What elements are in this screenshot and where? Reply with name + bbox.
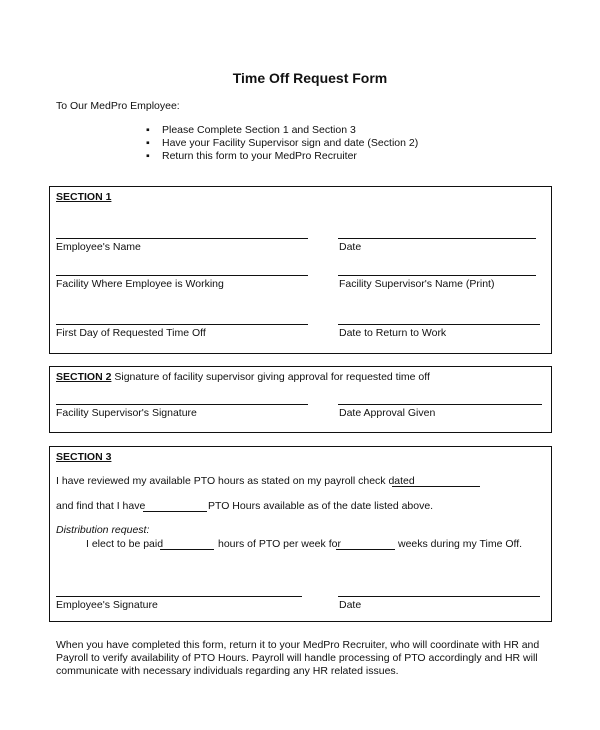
section-1-date-label: Date: [339, 241, 362, 253]
employee-name-field[interactable]: [56, 238, 308, 239]
section-2-header: [56, 371, 430, 383]
supervisor-signature-label: Facility Supervisor's Signature: [56, 407, 197, 419]
payroll-check-date-field[interactable]: [392, 486, 480, 487]
section-1-heading: SECTION 1: [56, 191, 112, 203]
available-hours-suffix: PTO Hours available as of the date listed above.: [208, 500, 434, 512]
instructions-list: [146, 124, 418, 163]
employee-signature-field[interactable]: [56, 596, 302, 597]
instruction-item: ▪ Please Complete Section 1 and Section 3: [146, 124, 356, 136]
approval-date-label: Date Approval Given: [339, 407, 436, 419]
bullet-icon: ▪: [146, 124, 150, 136]
footer-note: When you have completed this form, return it to your MedPro Recruiter, who will coordinate with HR and Payroll to verify availability of PTO Hours. Payroll will handle processing of PTO accordingly and HR will communicate with necessary individuals regarding any HR related issues.: [56, 639, 540, 677]
supervisor-name-field[interactable]: [338, 275, 536, 276]
instruction-item: ▪ Have your Facility Supervisor sign and date (Section 2): [146, 137, 419, 149]
supervisor-signature-field[interactable]: [56, 404, 308, 405]
section-2-heading: SECTION 2: [56, 371, 112, 383]
instruction-item: ▪ Return this form to your MedPro Recruiter: [146, 150, 357, 162]
section-3-date-field[interactable]: [338, 596, 540, 597]
elect-suffix: weeks during my Time Off.: [398, 538, 523, 550]
employee-name-label: Employee's Name: [56, 241, 141, 253]
section-3-date-label: Date: [339, 599, 362, 611]
weeks-field[interactable]: [336, 549, 395, 550]
section-2-description: Signature of facility supervisor giving approval for requested time off: [114, 371, 430, 383]
first-day-label: First Day of Requested Time Off: [56, 327, 206, 339]
greeting: To Our MedPro Employee:: [56, 100, 180, 112]
distribution-label: Distribution request:: [56, 524, 150, 536]
approval-date-field[interactable]: [338, 404, 542, 405]
available-hours-field[interactable]: [143, 511, 207, 512]
hours-per-week-field[interactable]: [160, 549, 214, 550]
facility-field[interactable]: [56, 275, 308, 276]
bullet-icon: ▪: [146, 150, 150, 162]
bullet-icon: ▪: [146, 137, 150, 149]
first-day-field[interactable]: [56, 324, 308, 325]
elect-middle: hours of PTO per week for: [218, 538, 341, 550]
section-1-date-field[interactable]: [338, 238, 536, 239]
available-hours-prefix: and find that I have: [56, 500, 146, 512]
facility-label: Facility Where Employee is Working: [56, 278, 224, 290]
supervisor-name-label: Facility Supervisor's Name (Print): [339, 278, 495, 290]
elect-prefix: I elect to be paid: [86, 538, 164, 550]
pto-review-text: I have reviewed my available PTO hours as stated on my payroll check dated: [56, 475, 415, 487]
employee-signature-label: Employee's Signature: [56, 599, 158, 611]
return-date-field[interactable]: [338, 324, 540, 325]
section-3-heading: SECTION 3: [56, 451, 112, 463]
page-title: Time Off Request Form: [232, 70, 388, 86]
return-date-label: Date to Return to Work: [339, 327, 447, 339]
